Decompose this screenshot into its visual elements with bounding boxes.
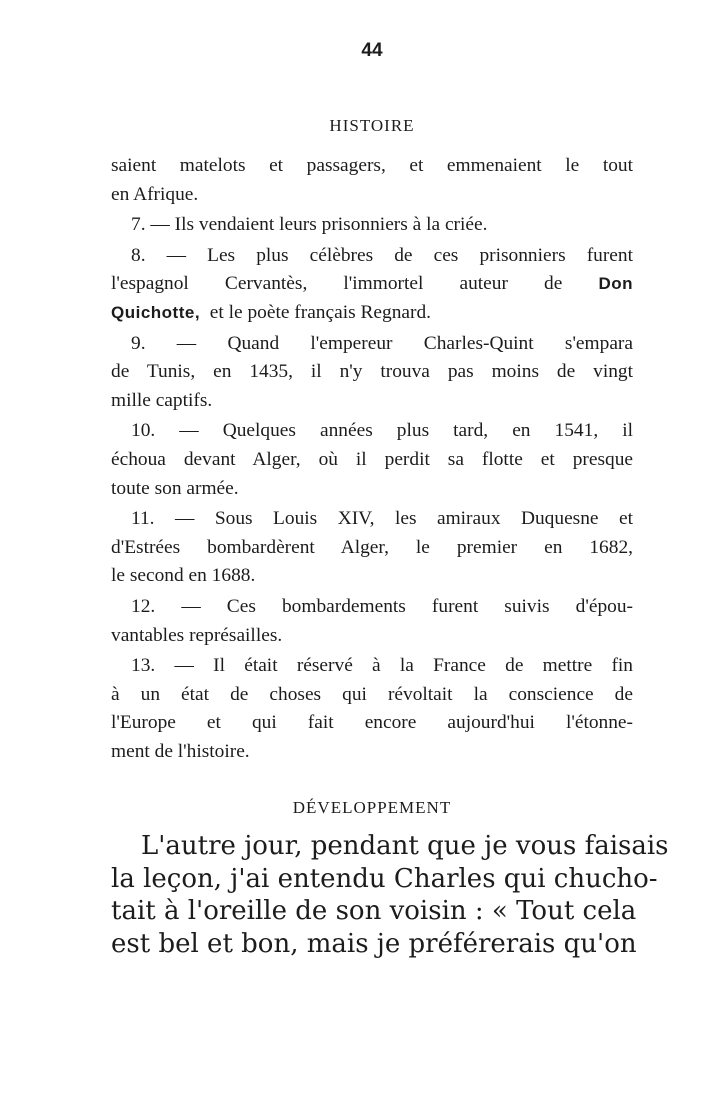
text-line: L'autre jour, pendant que je vous faisais bbox=[141, 831, 669, 861]
page-number: 44 bbox=[361, 40, 383, 61]
text-line: vantables représailles. bbox=[111, 624, 283, 646]
text-line: de Tunis, en 1435, il n'y trouva pas moins de vingt bbox=[111, 361, 633, 383]
numbered-item-12: 12. — Ces bombardements furent suivis d'épou- bbox=[131, 595, 633, 617]
numbered-item-13: 13. — Il était réservé à la France de mettre fin bbox=[131, 655, 633, 677]
book-title-emphasis: Quichotte, bbox=[111, 302, 201, 322]
text-line: l'Europe et qui fait encore aujourd'hui l'étonne- bbox=[111, 712, 633, 734]
text-line bbox=[111, 270, 633, 299]
text-line: toute son armée. bbox=[111, 477, 239, 499]
numbered-item-11: 11. — Sous Louis XIV, les amiraux Duquesne et bbox=[131, 508, 633, 530]
numbered-item-9: 9. — Quand l'empereur Charles-Quint s'empara bbox=[131, 332, 633, 354]
text-line: ment de l'histoire. bbox=[111, 740, 250, 762]
section-heading-developpement: DÉVELOPPEMENT bbox=[292, 798, 452, 817]
text-line: la leçon, j'ai entendu Charles qui chucho- bbox=[111, 863, 658, 894]
text-line: à un état de choses qui révoltait la conscience de bbox=[111, 683, 633, 705]
text-line: d'Estrées bombardèrent Alger, le premier en 1682, bbox=[111, 536, 633, 558]
text-segment: et le poète français Regnard. bbox=[209, 301, 432, 323]
text-line: est bel et bon, mais je préférerais qu'on bbox=[111, 928, 637, 959]
histoire-text bbox=[111, 152, 633, 766]
text-line: saient matelots et passagers, et emmenaient le tout bbox=[111, 155, 633, 176]
text-line: le second en 1688. bbox=[111, 565, 256, 587]
numbered-item-8: 8. — Les plus célèbres de ces prisonniers furent bbox=[131, 244, 633, 266]
text-line: mille captifs. bbox=[111, 389, 213, 411]
text-line bbox=[111, 299, 633, 328]
text-line: en Afrique. bbox=[111, 183, 199, 205]
developpement-text bbox=[111, 830, 669, 960]
text-segment: l'espagnol Cervantès, l'immortel auteur de bbox=[111, 273, 563, 295]
numbered-item-10: 10. — Quelques années plus tard, en 1541, il bbox=[131, 420, 633, 442]
book-title-emphasis: Don bbox=[598, 274, 633, 294]
numbered-item-7: 7. — Ils vendaient leurs prisonniers à la criée. bbox=[131, 214, 488, 236]
text-line: échoua devant Alger, où il perdit sa flotte et presque bbox=[111, 448, 633, 470]
text-line: tait à l'oreille de son voisin : « Tout cela bbox=[111, 896, 637, 926]
section-heading-histoire: HISTOIRE bbox=[329, 116, 415, 135]
